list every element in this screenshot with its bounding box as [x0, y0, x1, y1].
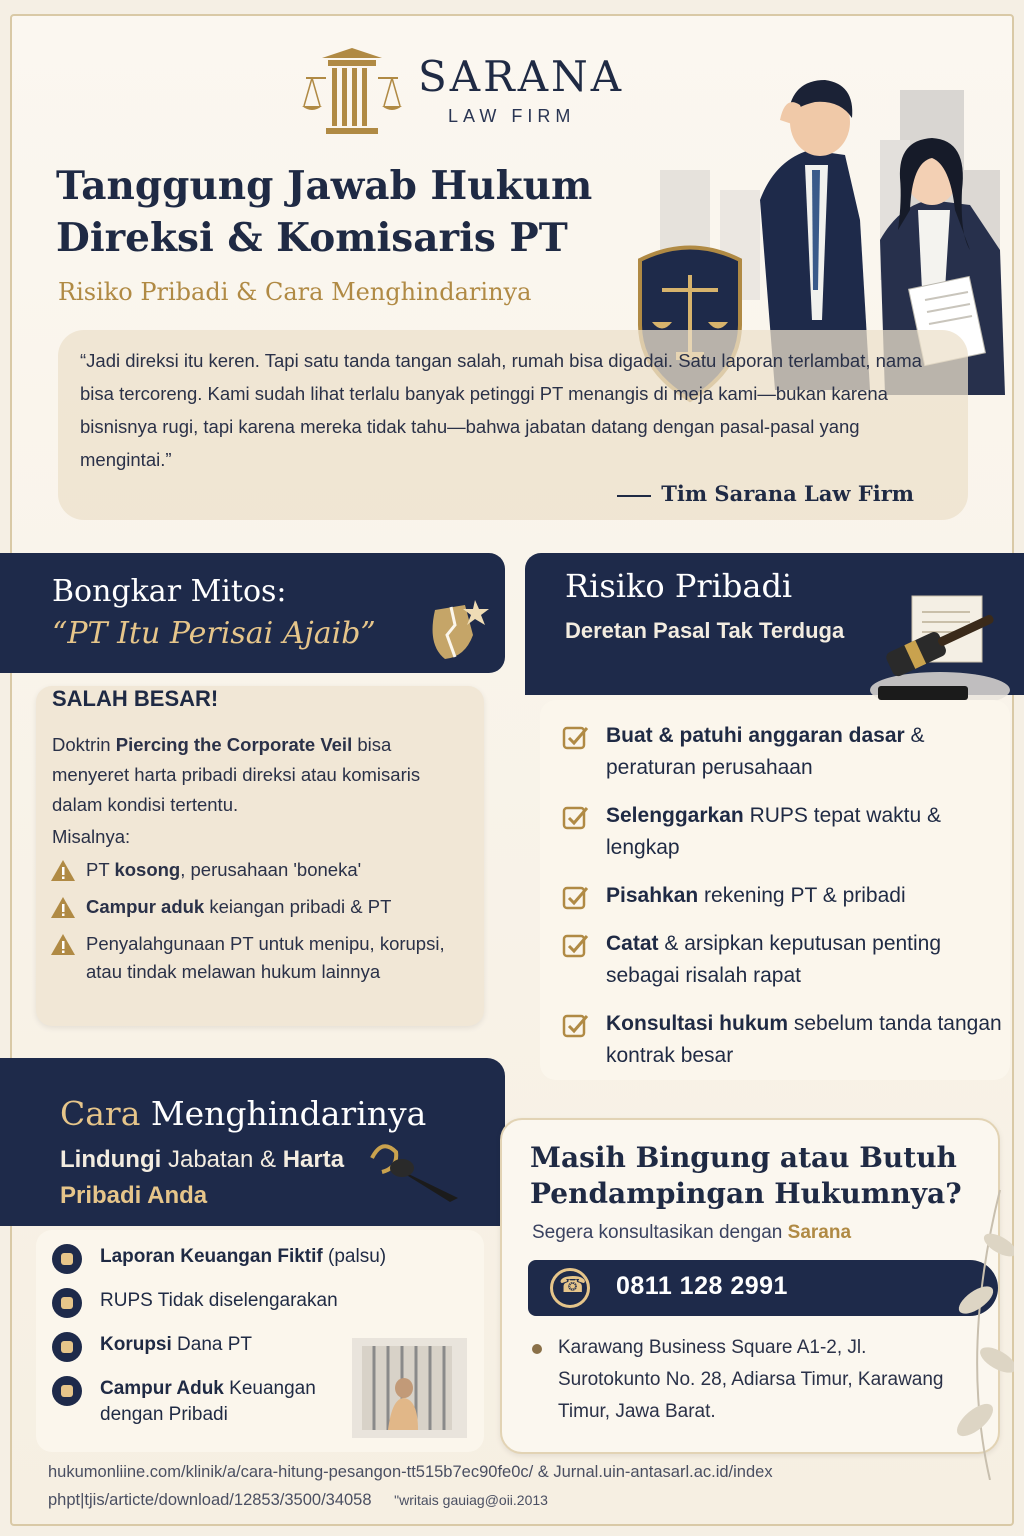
checkbox-icon: [562, 724, 590, 752]
check-post: & peraturan perusahaan: [606, 724, 925, 779]
myth-title-line-2: “PT Itu Perisai Ajaib”: [52, 616, 376, 651]
avoid-post: Dana PT: [171, 1334, 253, 1355]
avoid-post: RUPS Tidak diselengarakan: [100, 1290, 338, 1311]
dash-divider: [617, 495, 651, 497]
phone-number[interactable]: 0811 128 2991: [616, 1272, 788, 1300]
example-bold: kosong: [114, 859, 181, 880]
myth-examples-list: [50, 856, 470, 995]
myth-body-pre: Doktrin: [52, 734, 116, 755]
avoid-sub-2: Jabatan &: [161, 1146, 283, 1173]
list-item: [50, 856, 470, 884]
meeting-icon: [52, 1288, 82, 1318]
checkbox-icon: [562, 932, 590, 960]
example-pre: PT: [86, 859, 115, 880]
avoid-list: [52, 1244, 386, 1446]
myth-card: [36, 686, 484, 1026]
broken-shield-icon: [415, 595, 495, 665]
risk-title: Risiko Pribadi: [565, 567, 793, 605]
brand-logo: [300, 48, 630, 138]
contact-title: Masih Bingung atau Butuh Pendampingan Hukumnya?: [530, 1141, 962, 1210]
avoid-sub-4: Pribadi Anda: [60, 1182, 208, 1209]
bribe-icon: [52, 1332, 82, 1362]
brand-tagline: LAW FIRM: [448, 106, 576, 126]
check-bold: Konsultasi hukum: [606, 1012, 789, 1035]
list-item: [52, 1244, 386, 1270]
list-item: [562, 1008, 1002, 1072]
quote-author-name: Tim Sarana Law Firm: [661, 481, 914, 506]
avoid-bold: Korupsi: [100, 1334, 172, 1355]
mixed-finance-icon: [52, 1376, 82, 1406]
title-line-2: Direksi & Komisaris PT: [56, 215, 568, 261]
jail-cell-illustration: [352, 1338, 467, 1438]
footer-source-links[interactable]: hukumonliine.com/klinik/a/cara-hitung-pesangon-tt515b7ec90fe0c/ & Jurnal.uin-antasarl.ac.id/index phpt|tjis/articte/download/12853/3500/34058: [48, 1463, 773, 1509]
money-icon: [52, 1244, 82, 1274]
myth-title: [52, 571, 376, 655]
avoid-sub-3: Harta: [282, 1146, 345, 1173]
check-post: & arsipkan keputusan penting sebagai risalah rapat: [606, 932, 942, 987]
myth-title-line-1: Bongkar Mitos:: [52, 574, 287, 609]
check-post: RUPS tepat waktu & lengkap: [606, 804, 941, 859]
check-bold: Catat: [606, 932, 659, 955]
quote-box: [58, 330, 968, 520]
page-subtitle: Risiko Pribadi & Cara Menghindarinya: [58, 278, 532, 306]
example-post: keiangan pribadi & PT: [204, 896, 392, 917]
check-bold: Buat & patuhi anggaran dasar: [606, 724, 905, 747]
list-item: [52, 1376, 352, 1428]
checkbox-icon: [562, 1012, 590, 1040]
list-item: [562, 928, 1002, 992]
check-bold: Pisahkan: [606, 884, 699, 907]
list-item: [52, 1288, 386, 1314]
myth-verdict: SALAH BESAR!: [52, 686, 219, 711]
avoid-sub-1: Lindungi: [60, 1146, 162, 1173]
myth-examples-label: Misalnya:: [52, 826, 131, 847]
avoid-bold: Campur Aduk: [100, 1378, 224, 1399]
check-post: rekening PT & pribadi: [698, 884, 906, 907]
avoid-header: [0, 1058, 505, 1226]
avoid-title: [60, 1094, 426, 1133]
myth-body: [52, 730, 472, 820]
title-line-1: Tanggung Jawab Hukum: [56, 163, 593, 209]
checkbox-icon: [562, 884, 590, 912]
example-post: , perusahaan 'boneka': [180, 859, 362, 880]
avoid-bold: Laporan Keuangan Fiktif: [100, 1246, 323, 1267]
check-bold: Selenggarkan: [606, 804, 744, 827]
list-item: [52, 1332, 386, 1358]
warning-icon: [50, 859, 76, 882]
address: Karawang Business Square A1-2, Jl. Surotokunto No. 28, Adiarsa Timur, Karawang Timur, Jawa Barat.: [532, 1332, 972, 1428]
brand-name: SARANA: [418, 52, 625, 101]
list-item: [50, 930, 470, 986]
avoid-subtitle: [60, 1142, 360, 1214]
quote-author: [617, 481, 914, 506]
contact-sub-bold: Sarana: [787, 1222, 852, 1243]
list-item: [50, 893, 470, 921]
myth-body-bold: Piercing the Corporate Veil: [115, 734, 353, 755]
footer-sources: [48, 1458, 988, 1514]
example-pre: Penyalahgunaan PT untuk menipu, korupsi, atau tindak melawan hukum lainnya: [86, 933, 445, 982]
example-bold: Campur aduk: [86, 896, 205, 917]
risk-subtitle: Deretan Pasal Tak Terduga: [565, 618, 845, 643]
avoid-title-rest: Menghindarinya: [140, 1094, 427, 1133]
myth-body-post: bisa menyeret harta pribadi direksi atau komisaris dalam kondisi tertentu.: [52, 734, 421, 815]
avoid-post: (palsu): [322, 1246, 387, 1267]
logo-pillar-scales-icon: [300, 48, 405, 138]
quote-text: “Jadi direksi itu keren. Tapi satu tanda tangan salah, rumah bisa digadai. Satu laporan terlambat, nama bisa tercoreng. Kami sudah lihat terlalu banyak petinggi PT menangis di meja kami—bukan karena bisnisnya rugi, tapi karena mereka tidak tahu—bahwa jabatan datang dengan pasal-pasal yang mengintai.”: [80, 350, 922, 470]
risk-card: [540, 700, 1010, 1080]
whatsapp-phone-icon: [550, 1268, 590, 1308]
avoid-post: Keuangan dengan Pribadi: [100, 1378, 316, 1425]
list-item: [562, 800, 1002, 864]
avoid-title-gold: Cara: [60, 1094, 141, 1133]
check-post: sebelum tanda tangan kontrak besar: [606, 1012, 1002, 1067]
gavel-icon: [860, 590, 1010, 705]
list-item: [562, 720, 1002, 784]
contact-sub-pre: Segera konsultasikan dengan: [532, 1222, 788, 1243]
list-item: [562, 880, 1002, 912]
warning-icon: [50, 933, 76, 956]
footer-note: "writais gauiag@oii.2013: [394, 1492, 548, 1508]
page-title: [56, 160, 616, 264]
risk-checklist: [562, 720, 1002, 1088]
warning-icon: [50, 896, 76, 919]
contact-subtitle: [532, 1222, 851, 1244]
leaf-decoration-icon: [880, 1150, 1014, 1480]
pen-icon: [362, 1138, 472, 1208]
checkbox-icon: [562, 804, 590, 832]
